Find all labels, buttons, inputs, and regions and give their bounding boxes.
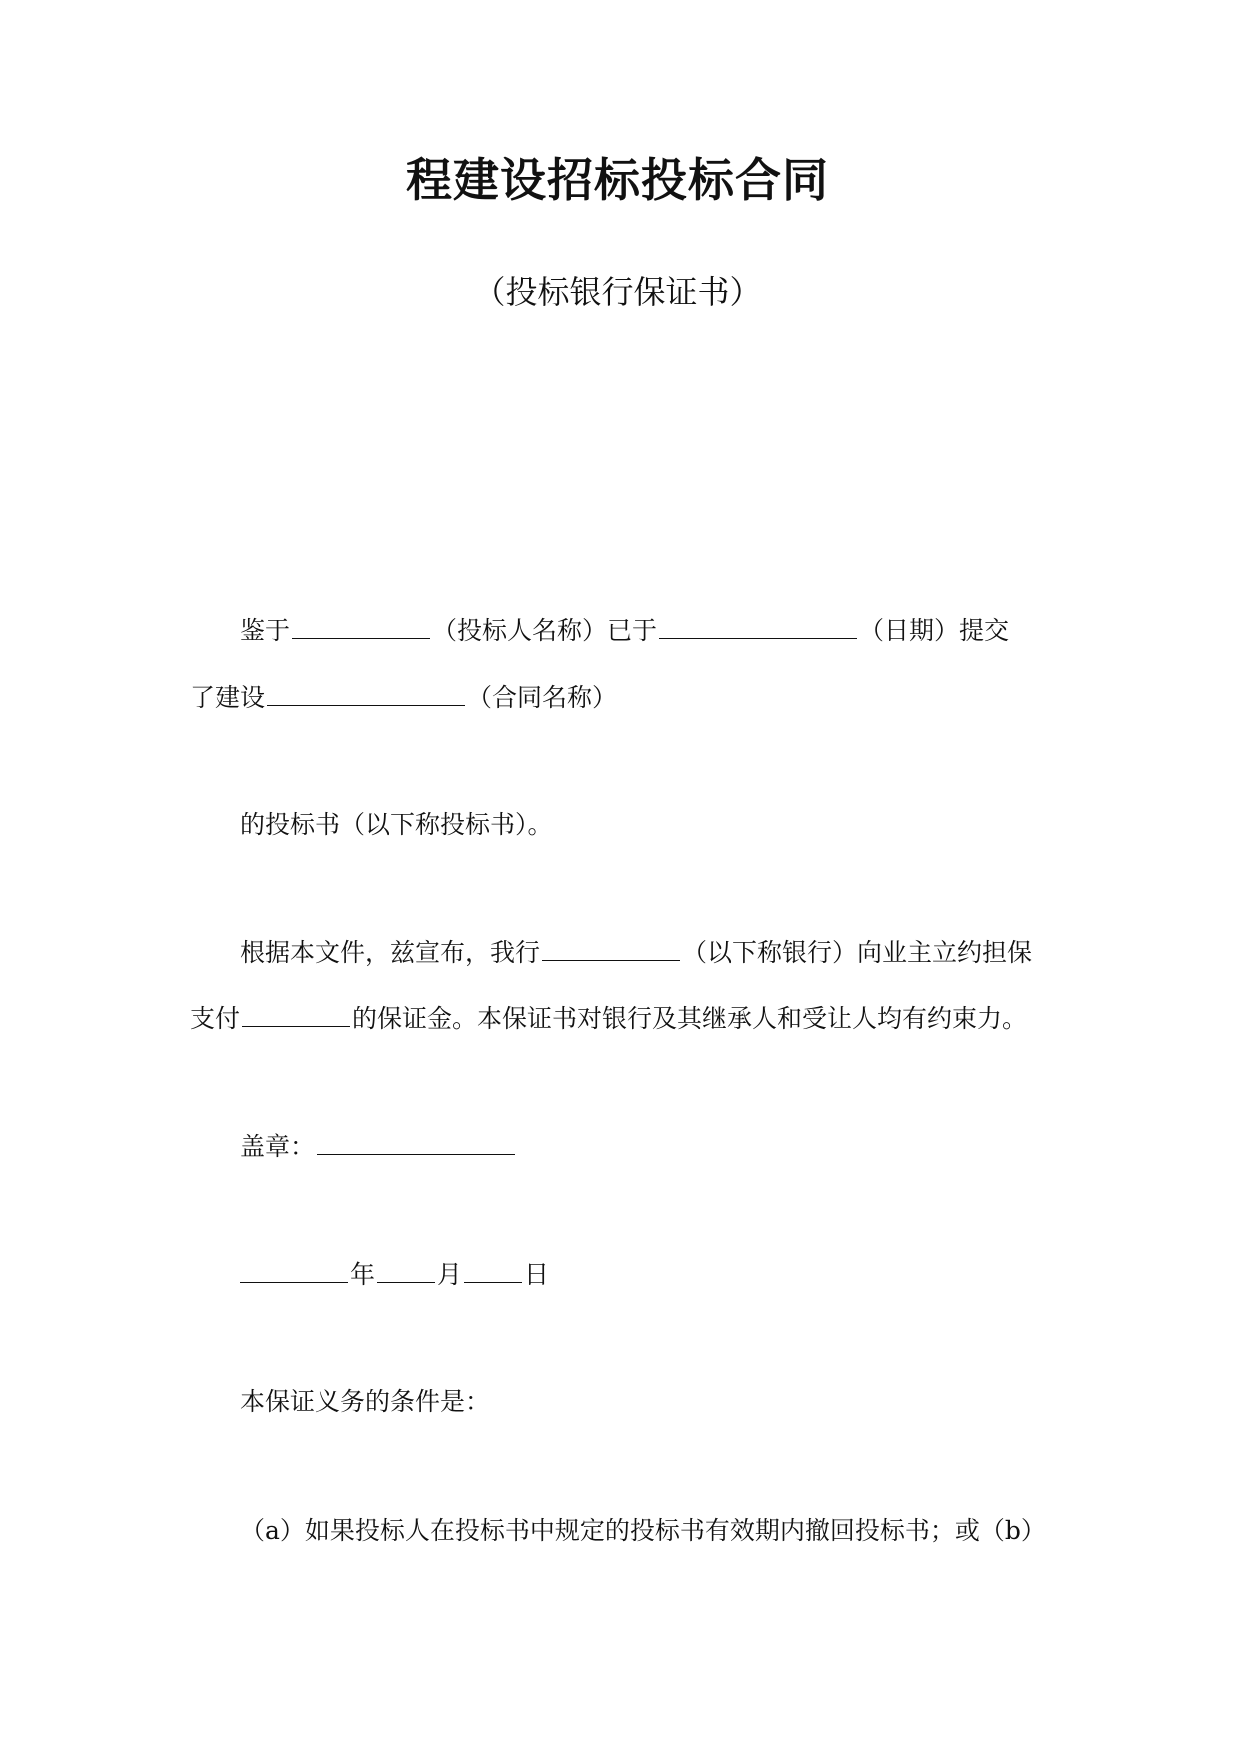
- contract-name-blank: [267, 683, 465, 706]
- document-title: 程建设招标投标合同: [406, 153, 829, 207]
- day-label: 日: [524, 1260, 550, 1289]
- text-segment: （以下称银行）向业主立约担保: [682, 938, 1033, 967]
- month-label: 月: [437, 1260, 463, 1289]
- date-line: [240, 1258, 549, 1292]
- paragraph-declaration-line2: [190, 1002, 1027, 1036]
- seal-blank: [317, 1132, 515, 1155]
- text-segment: 了建设: [190, 683, 266, 712]
- date-blank: [659, 616, 857, 639]
- paragraph-whereas-line2: [190, 681, 617, 715]
- bank-name-blank: [542, 938, 680, 961]
- amount-blank: [242, 1004, 350, 1027]
- year-blank: [240, 1260, 348, 1283]
- condition-a: （a）如果投标人在投标书中规定的投标书有效期内撤回投标书；或（b）: [240, 1516, 1046, 1545]
- conditions-intro: 本保证义务的条件是：: [240, 1387, 491, 1416]
- paragraph-declaration-line1: [240, 936, 1032, 970]
- text-segment: 的保证金。本保证书对银行及其继承人和受让人均有约束力。: [352, 1004, 1028, 1033]
- paragraph-whereas-line1: [240, 614, 1009, 648]
- bidder-name-blank: [292, 616, 430, 639]
- month-blank: [377, 1260, 435, 1283]
- year-label: 年: [350, 1260, 376, 1289]
- text-segment: （投标人名称）已于: [432, 616, 658, 645]
- seal-line: [240, 1130, 517, 1164]
- text-segment: （合同名称）: [467, 683, 618, 712]
- paragraph-bid-letter: 的投标书（以下称投标书）。: [240, 810, 553, 839]
- document-subtitle: （投标银行保证书）: [473, 273, 762, 311]
- text-segment: 支付: [190, 1004, 241, 1033]
- seal-label: 盖章：: [240, 1132, 316, 1161]
- text-segment: 根据本文件，兹宣布，我行: [240, 938, 541, 967]
- text-segment: （日期）提交: [859, 616, 1010, 645]
- text-segment: 鉴于: [240, 616, 291, 645]
- day-blank: [464, 1260, 522, 1283]
